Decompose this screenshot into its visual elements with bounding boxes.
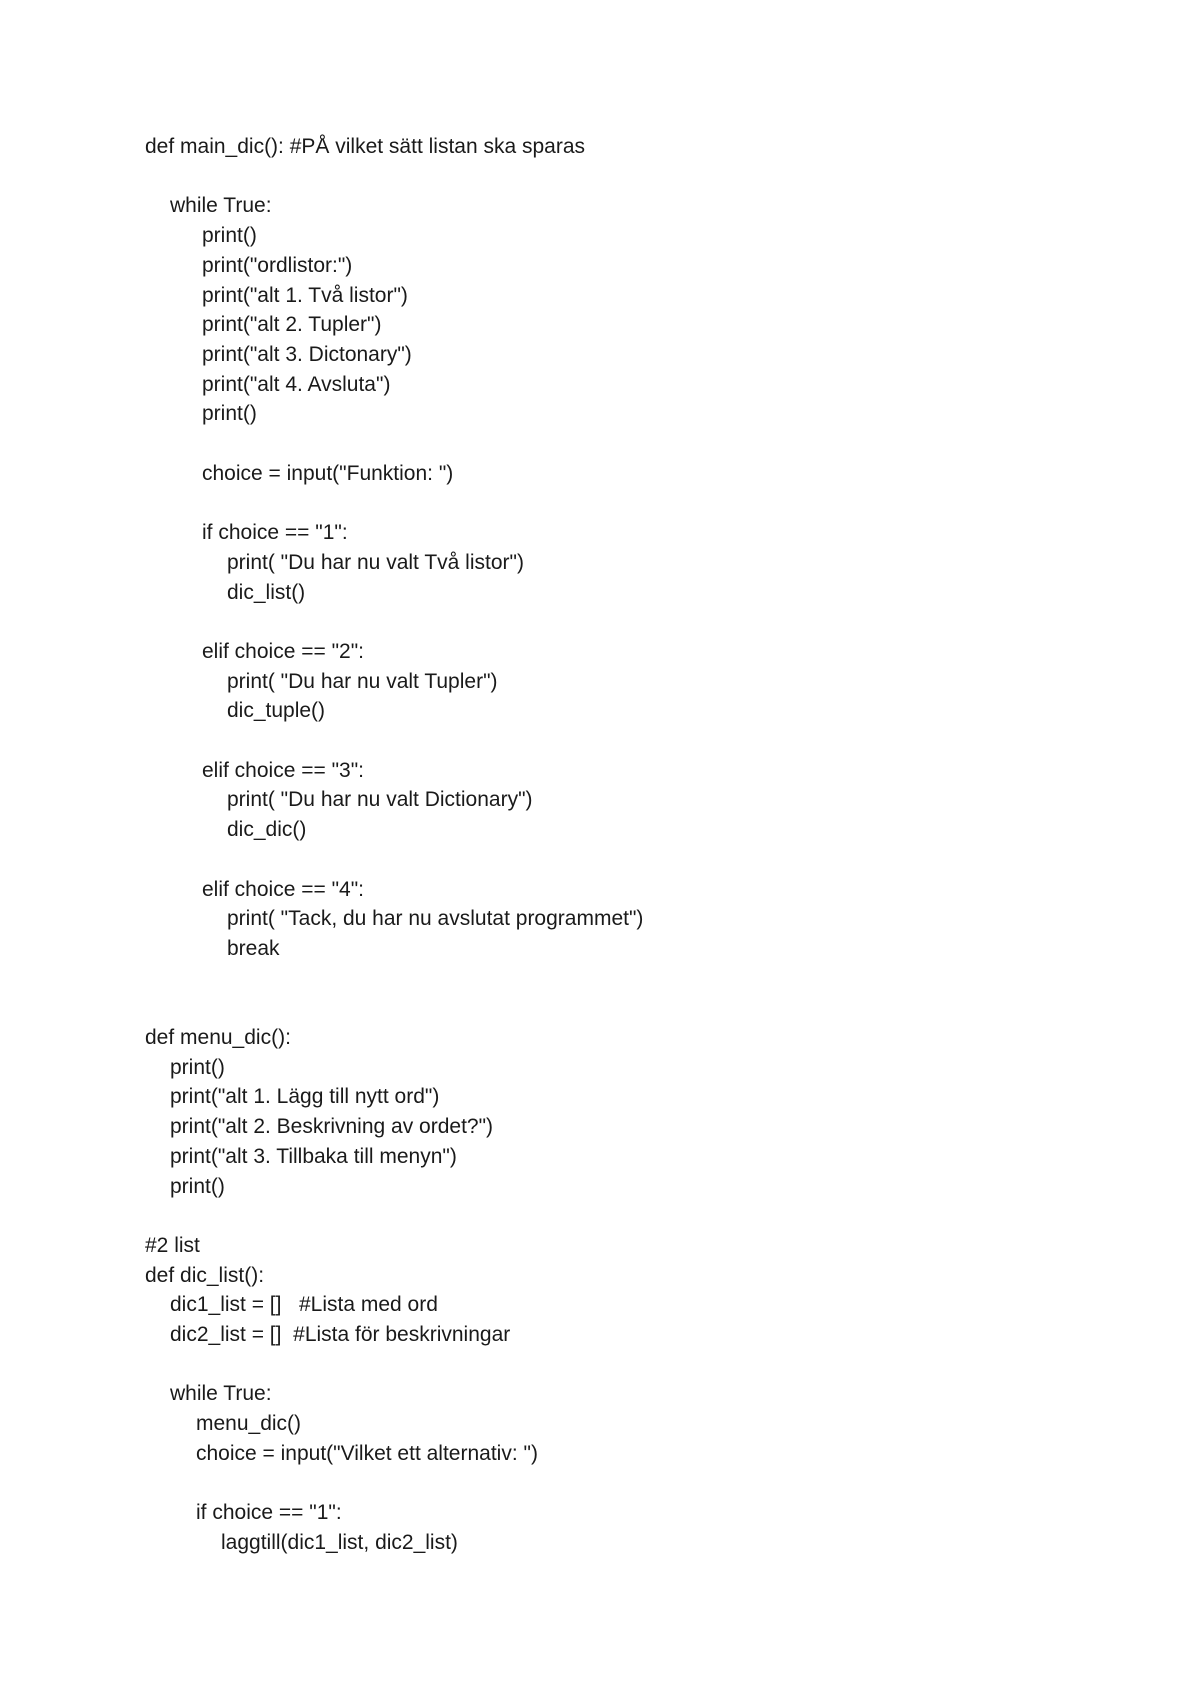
code-line: print("alt 3. Tillbaka till menyn")	[170, 1145, 457, 1168]
code-line: print("ordlistor:")	[202, 254, 353, 277]
code-line: print("alt 1. Lägg till nytt ord")	[170, 1085, 440, 1108]
code-line: def menu_dic():	[145, 1026, 291, 1049]
code-line: if choice == "1":	[196, 1501, 342, 1524]
code-line: print("alt 2. Beskrivning av ordet?")	[170, 1115, 494, 1138]
code-line: dic_tuple()	[227, 699, 326, 722]
code-line: print()	[202, 224, 257, 247]
code-line: print( "Tack, du har nu avslutat programmet")	[227, 907, 644, 930]
code-line: dic2_list = [] #Lista för beskrivningar	[170, 1323, 511, 1346]
code-line: menu_dic()	[196, 1412, 302, 1435]
code-line: choice = input("Vilket ett alternativ: ")	[196, 1442, 538, 1465]
code-line: while True:	[170, 1382, 272, 1405]
code-line: break	[227, 937, 280, 960]
code-line: print()	[202, 402, 257, 425]
code-line: #2 list	[145, 1234, 200, 1257]
code-line: dic1_list = [] #Lista med ord	[170, 1293, 438, 1316]
code-line: print()	[170, 1175, 225, 1198]
code-line: print("alt 4. Avsluta")	[202, 373, 391, 396]
code-line: dic_list()	[227, 581, 306, 604]
code-line: def main_dic(): #PÅ vilket sätt listan ska sparas	[145, 135, 586, 158]
code-line: print("alt 3. Dictonary")	[202, 343, 412, 366]
code-line: def dic_list():	[145, 1264, 265, 1287]
code-line: while True:	[170, 194, 272, 217]
code-line: print()	[170, 1056, 225, 1079]
code-line: dic_dic()	[227, 818, 307, 841]
code-line: elif choice == "2":	[202, 640, 365, 663]
code-line: elif choice == "3":	[202, 759, 365, 782]
code-line: print( "Du har nu valt Dictionary")	[227, 788, 533, 811]
code-line: choice = input("Funktion: ")	[202, 462, 454, 485]
code-line: print( "Du har nu valt Tupler")	[227, 670, 498, 693]
code-line: elif choice == "4":	[202, 878, 365, 901]
code-line: laggtill(dic1_list, dic2_list)	[221, 1531, 458, 1554]
code-line: print("alt 2. Tupler")	[202, 313, 382, 336]
code-line: print( "Du har nu valt Två listor")	[227, 551, 524, 574]
code-line: print("alt 1. Två listor")	[202, 284, 408, 307]
code-line: if choice == "1":	[202, 521, 348, 544]
